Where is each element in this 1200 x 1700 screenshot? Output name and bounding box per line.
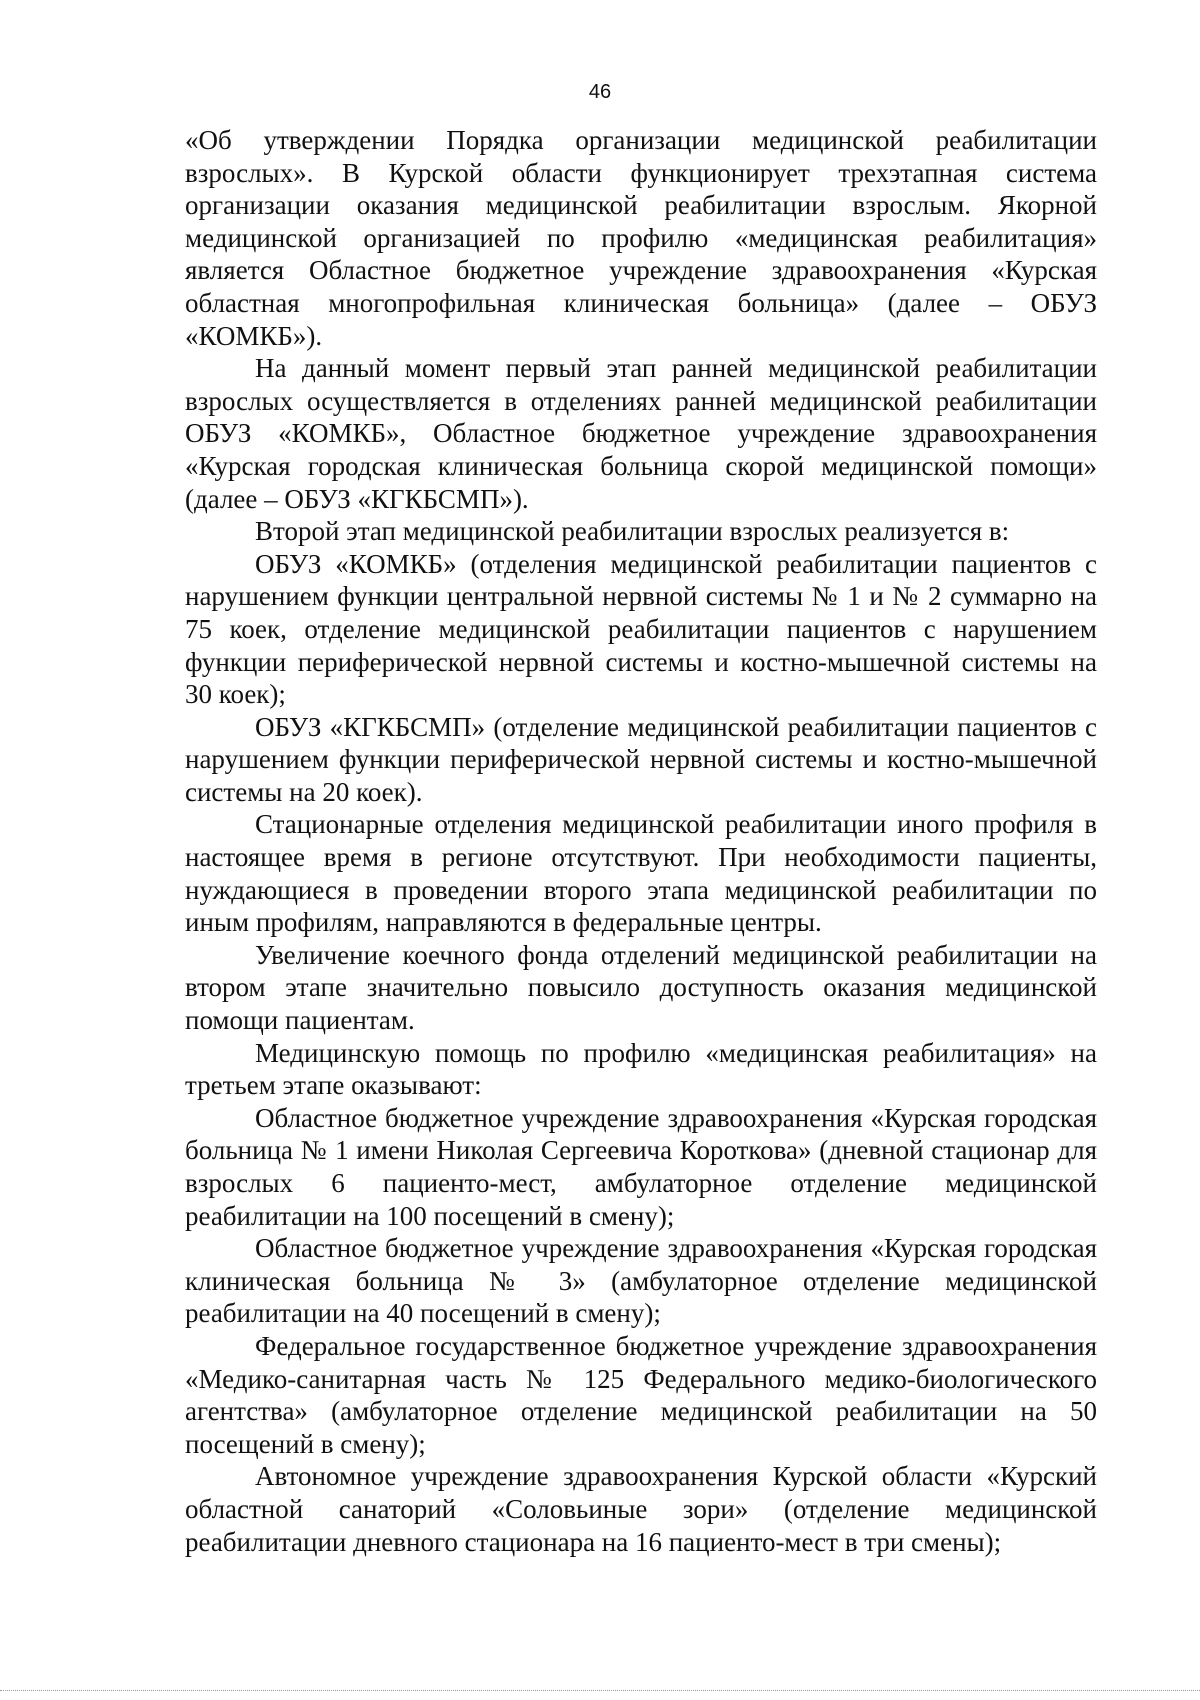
document-body [185, 124, 1097, 1558]
paragraph: Автономное учреждение здравоохранения Курской области «Курский областной санаторий «Соловьиные зори» (отделение медицинской реабилитации дневного стационара на 16 пациенто-мест в три смены); [185, 1461, 1097, 1557]
paragraph: Областное бюджетное учреждение здравоохранения «Курская городская клиническая больница № 3» (амбулаторное отделение медицинской реабилитации на 40 посещений в смену); [185, 1233, 1097, 1329]
paragraph: Медицинскую помощь по профилю «медицинская реабилитация» на третьем этапе оказывают: [185, 1037, 1097, 1101]
paragraph: Стационарные отделения медицинской реабилитации иного профиля в настоящее время в регионе отсутствуют. При необходимости пациенты, нуждающиеся в проведении второго этапа медицинской реабилитации по иным профилям, направляются в федеральные центры. [185, 809, 1097, 938]
page-number: 46 [588, 81, 612, 103]
paragraph: Увеличение коечного фонда отделений медицинской реабилитации на втором этапе значительно повысило доступность оказания медицинской помощи пациентам. [185, 939, 1097, 1036]
scan-edge-line [0, 1690, 1200, 1692]
paragraph: Федеральное государственное бюджетное учреждение здравоохранения «Медико-санитарная часть № 125 Федерального медико-биологического агентства» (амбулаторное отделение медицинской реабилитации на 50 посещений в смену); [185, 1330, 1097, 1459]
paragraph: Второй этап медицинской реабилитации взрослых реализуется в: [255, 516, 1010, 547]
paragraph: «Об утверждении Порядка организации медицинской реабилитации взрослых». В Курской области функционирует трехэтапная система организации оказания медицинской реабилитации взрослым. Якорной медицинской организацией по профилю «медицинская реабилитация» является Областное бюджетное учреждение здравоохранения «Курская областная многопрофильная клиническая больница» (далее – ОБУЗ «КОМКБ»). [185, 125, 1097, 351]
paragraph: На данный момент первый этап ранней медицинской реабилитации взрослых осуществляется в отделениях ранней медицинской реабилитации ОБУЗ «КОМКБ», Областное бюджетное учреждение здравоохранения «Курская городская клиническая больница скорой медицинской помощи» (далее – ОБУЗ «КГКБСМП»). [185, 353, 1097, 514]
paragraph: ОБУЗ «КОМКБ» (отделения медицинской реабилитации пациентов с нарушением функции центральной нервной системы № 1 и № 2 суммарно на 75 коек, отделение медицинской реабилитации пациентов с нарушением функции периферической нервной системы и костно-мышечной системы на 30 коек); [185, 548, 1097, 710]
paragraph: ОБУЗ «КГКБСМП» (отделение медицинской реабилитации пациентов с нарушением функции периферической нервной системы и костно-мышечной системы на 20 коек). [185, 711, 1097, 807]
paragraph: Областное бюджетное учреждение здравоохранения «Курская городская больница № 1 имени Николая Сергеевича Короткова» (дневной стационар для взрослых 6 пациенто-мест, амбулаторное отделение медицинской реабилитации на 100 посещений в смену); [185, 1102, 1097, 1231]
